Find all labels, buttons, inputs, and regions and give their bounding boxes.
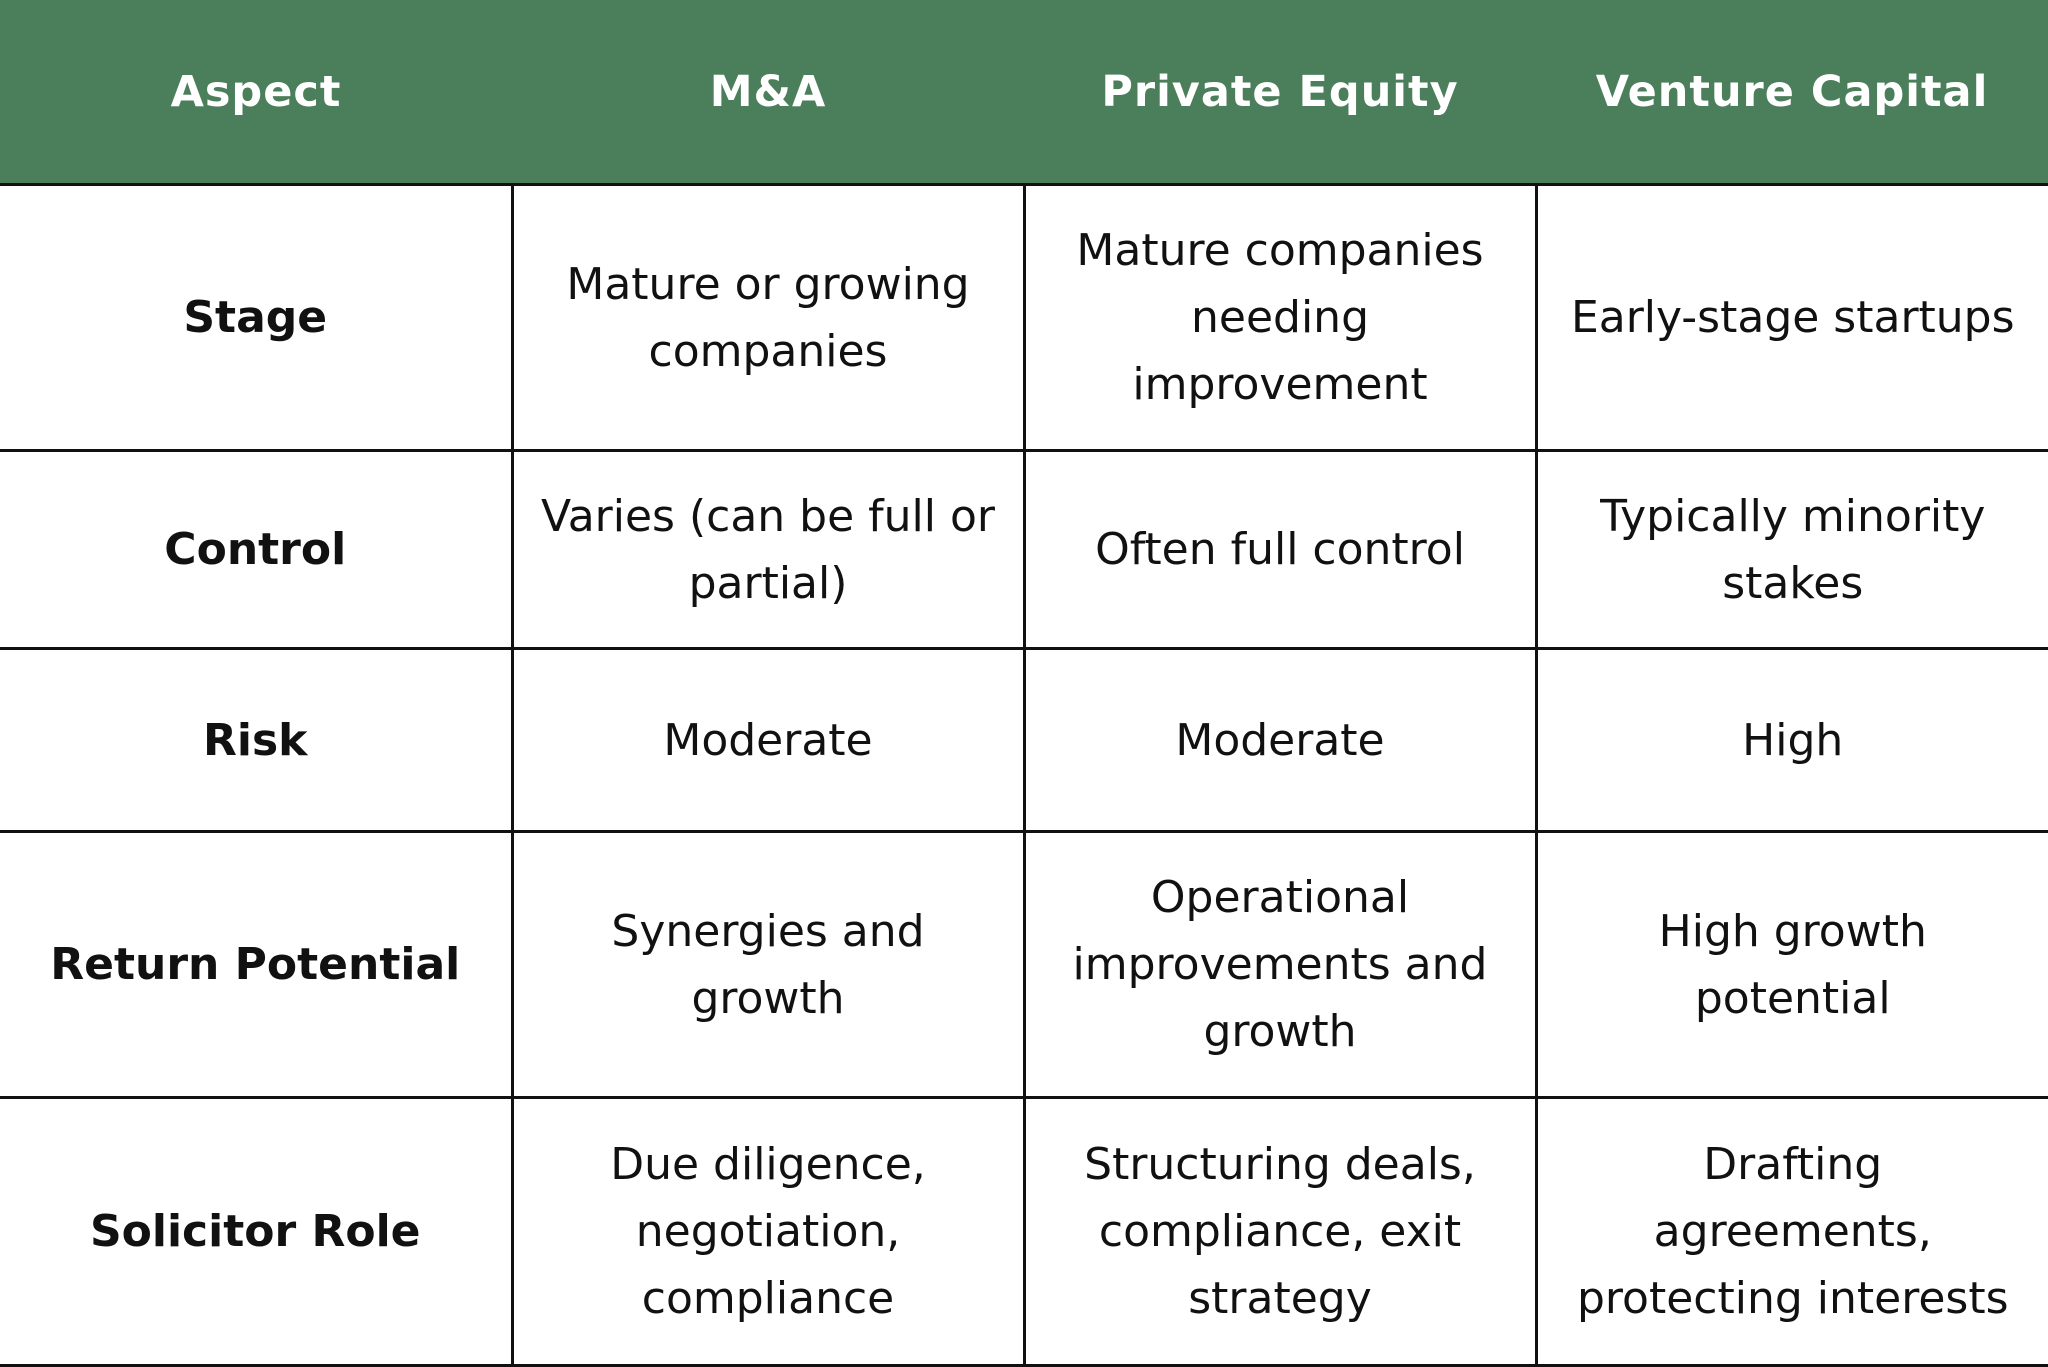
- aspect-cell: Solicitor Role: [0, 1098, 512, 1366]
- table-header: [0, 0, 2048, 185]
- vc-cell: Drafting agreements, protecting interests: [1536, 1098, 2048, 1366]
- aspect-cell: Return Potential: [0, 832, 512, 1098]
- ma-cell: Moderate: [512, 649, 1024, 832]
- vc-cell: Early-stage startups: [1536, 185, 2048, 451]
- table-row: [0, 1098, 2048, 1366]
- aspect-cell: Control: [0, 451, 512, 649]
- ma-cell: Mature or growing companies: [512, 185, 1024, 451]
- table-row: [0, 451, 2048, 649]
- header-aspect: Aspect: [0, 0, 512, 185]
- table-body: [0, 185, 2048, 1366]
- aspect-cell: Stage: [0, 185, 512, 451]
- aspect-cell: Risk: [0, 649, 512, 832]
- vc-cell: High growth potential: [1536, 832, 2048, 1098]
- pe-cell: Often full control: [1024, 451, 1536, 649]
- ma-cell: Due diligence, negotiation, compliance: [512, 1098, 1024, 1366]
- vc-cell: High: [1536, 649, 2048, 832]
- pe-cell: Structuring deals, compliance, exit strategy: [1024, 1098, 1536, 1366]
- header-venture-capital: Venture Capital: [1536, 0, 2048, 185]
- header-private-equity: Private Equity: [1024, 0, 1536, 185]
- vc-cell: Typically minority stakes: [1536, 451, 2048, 649]
- header-row: [0, 0, 2048, 185]
- table-row: [0, 185, 2048, 451]
- table-row: [0, 832, 2048, 1098]
- pe-cell: Operational improvements and growth: [1024, 832, 1536, 1098]
- pe-cell: Moderate: [1024, 649, 1536, 832]
- ma-cell: Varies (can be full or partial): [512, 451, 1024, 649]
- table-row: [0, 649, 2048, 832]
- pe-cell: Mature companies needing improvement: [1024, 185, 1536, 451]
- header-ma: M&A: [512, 0, 1024, 185]
- ma-cell: Synergies and growth: [512, 832, 1024, 1098]
